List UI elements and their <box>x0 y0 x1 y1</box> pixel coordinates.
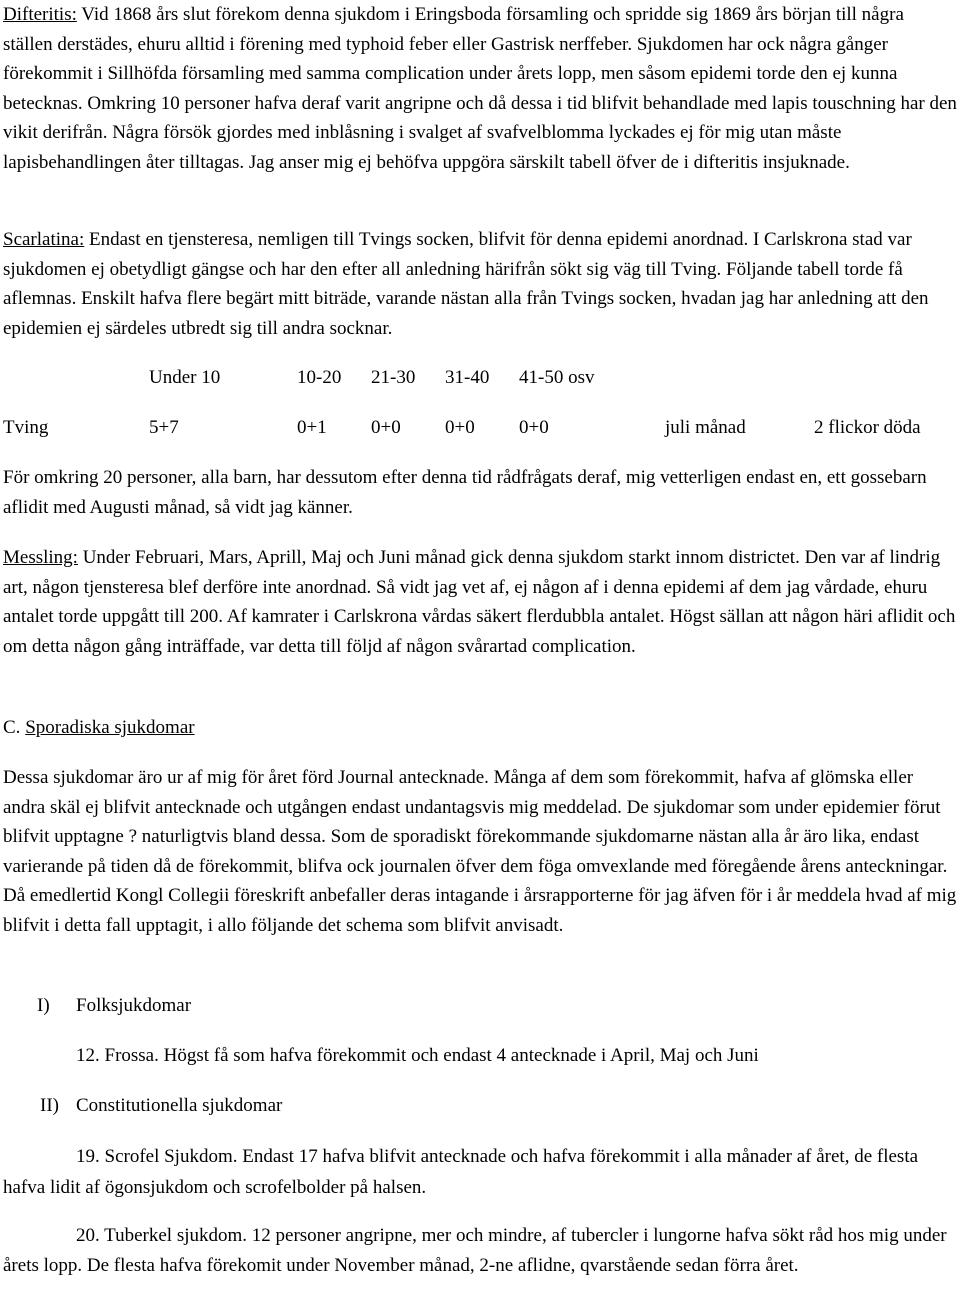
table-header-cell: 41-50 osv <box>519 367 595 388</box>
item-19-scrofel: 19. Scrofel Sjukdom. Endast 17 hafva blifvit antecknade och hafva förekommit i alla månader af året, de flesta hafva lidit af ögonsjukdom och scrofelbolder på halsen. <box>3 1146 919 1198</box>
list-label: Folksjukdomar <box>76 995 192 1016</box>
scarlatina-text-1: Endast en <box>84 229 164 250</box>
table-cell: juli månad <box>665 417 746 438</box>
table-cell: 0+0 <box>519 417 549 438</box>
table-header-cell: 10-20 <box>297 367 342 388</box>
section-c-prefix: C. <box>3 717 21 738</box>
section-c-title: Sporadiska sjukdomar <box>25 717 195 738</box>
table-row-label: Tving <box>3 417 49 438</box>
list-label: Constitutionella sjukdomar <box>76 1095 283 1116</box>
difteritis-text: Vid 1868 års slut förekom denna sjukdom i Eringsboda församling och spridde sig 1869 års början till några ställen derstädes, ehuru alltid i förening med typhoid feber eller Gastrisk nerffeber. Sjukdomen har ock några gånger förekommit i Sillhöfda församling med samma complication under årets lopp, men såsom epidemi torde den ej kunna betecknas. Omkring 10 personer hafva deraf varit angripne och då dessa i tid blifvit behandlade med lapis touschning har den vikit derifrån. Några försök gjordes med inblåsning i svalget af svafvelblomma lyckades ej för mig utan måste lapisbehandlingen åter tilltagas. Jag anser mig ej behöfva uppgöra särskilt tabell öfver de i difteritis insjuknade. <box>3 4 957 173</box>
item-20-tuberkel: 20. Tuberkel sjukdom. 12 personer angripne, mer och mindre, af tubercler i lungorne hafva sökt råd hos mig under årets lopp. De flesta hafva förekomit under November månad, 2-ne aflidne, qvarstående sedan förra året. <box>3 1225 947 1276</box>
section-c-heading <box>3 713 195 743</box>
messling-text: Under Februari, Mars, Aprill, Maj och Juni månad gick denna sjukdom starkt innom districtet. Den var af lindrig art, någon tjensteresa blef derföre inte anordnad. Så vidt jag vet af, ej någon af i denna epidemi af dem jag vårdade, ehuru antalet torde uppgått till 200. Af kamrater i Carlskrona vårdas säkert flerdubbla antalet. Högst sällan att någon häri aflidit och om detta någon gång inträffade, var detta till följd af någon svårartad complication. <box>3 547 956 657</box>
difteritis-heading: Difteritis: <box>3 4 77 25</box>
messling-paragraph <box>3 543 957 661</box>
scarlatina-heading: Scarlatina: <box>3 229 85 250</box>
scarlatina-table-row <box>3 413 957 443</box>
sporadic-paragraph: Dessa sjukdomar äro ur af mig för året förd Journal antecknade. Många af dem som förekommit, hafva af glömska eller andra skäl ej blifvit antecknade och utgången endast undantagsvis mig meddelad. De sjukdomar som under epidemier förut blifvit upptagne ? naturligtvis bland dessa. Som de sporadiskt förekommande sjukdomarne nästan alla år äro lika, endast varierande på tiden då de förekommit, blifva ock journalen öfver dem föga omvexlande med föregående årens anteckningar. Då emedlertid Kongl Collegii föreskrift anbefaller deras intagande i årsrapporterne för jag äfven för i år meddela hvad af mig blifvit i detta fall upptagit, i allo följande det schema som blifvit anvisadt. <box>3 767 957 936</box>
table-cell: 2 flickor döda <box>814 417 921 438</box>
difteritis-paragraph <box>3 0 957 177</box>
table-header-cell: 31-40 <box>445 367 490 388</box>
table-cell: 5+7 <box>149 417 179 438</box>
list-item-folksjukdomar <box>3 991 957 1021</box>
table-cell: 0+1 <box>297 417 327 438</box>
table-cell: 0+0 <box>445 417 475 438</box>
scarlatina-text-2: tjensteresa, nemligen till Tvings socken, blifvit för denna epidemi anordnad. I Carlskrona stad var sjukdomen ej obetydligt gängse och har den efter all anledning härifrån sökt sig väg till Tving. Följande tabell torde få aflemnas. Enskilt hafva flere begärt mitt biträde, varande nästan alla från Tvings socken, hvadan jag har anledning att den epidemien ej särdeles utbredt sig till andra socknar. <box>3 229 929 339</box>
scarlatina-followup-paragraph: För omkring 20 personer, alla barn, har dessutom efter denna tid rådfrågats deraf, mig vetterligen endast en, ett gossebarn aflidit med Augusti månad, så vidt jag känner. <box>3 467 927 518</box>
item-12-frossa: 12. Frossa. Högst få som hafva förekommit och endast 4 antecknade i April, Maj och Juni <box>76 1045 759 1066</box>
table-cell: 0+0 <box>371 417 401 438</box>
list-number: II) <box>40 1095 59 1116</box>
list-number: I) <box>37 995 50 1016</box>
scarlatina-paragraph <box>3 225 957 343</box>
list-item-constitutionella <box>3 1091 957 1121</box>
messling-heading: Messling: <box>3 547 78 568</box>
table-header-cell: 21-30 <box>371 367 416 388</box>
scarlatina-table-header <box>3 363 957 393</box>
table-header-cell: Under 10 <box>149 367 221 388</box>
